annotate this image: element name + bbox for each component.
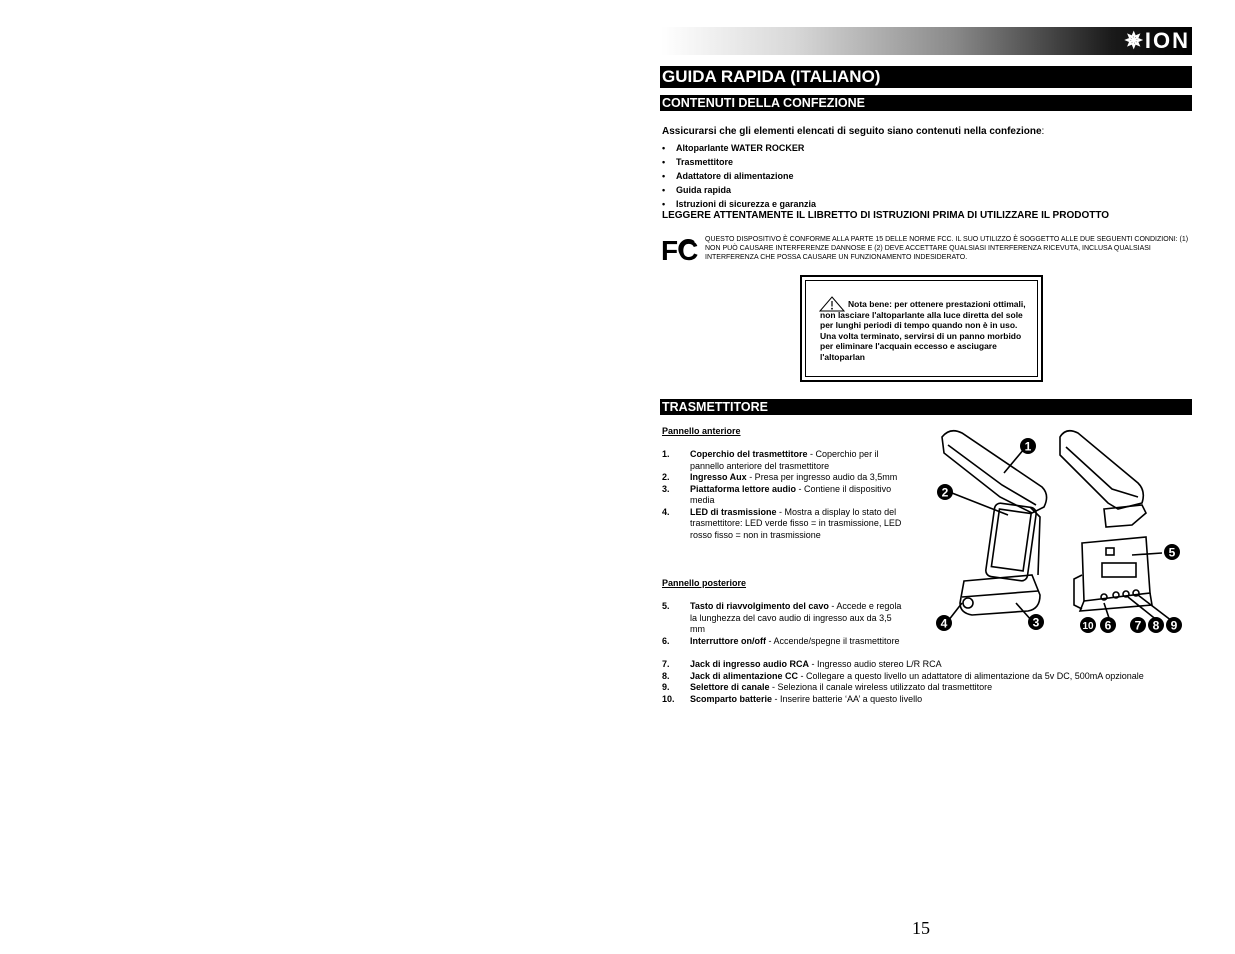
list-item: • Istruzioni di sicurezza e garanzia [662, 197, 816, 211]
page-number: 15 [912, 918, 930, 938]
contents-intro [662, 126, 1044, 137]
section-heading-contents: CONTENUTI DELLA CONFEZIONE [660, 95, 1192, 111]
contents-list [662, 141, 816, 211]
item-number: 4. [662, 506, 670, 517]
item-desc: - Inserire batterie ‘AA’ a questo livello [772, 693, 923, 704]
item-desc: - Accende/spegne il trasmettitore [766, 635, 900, 646]
item-term: Jack di ingresso audio RCA [690, 659, 810, 669]
page-title: GUIDA RAPIDA (ITALIANO) [660, 66, 1192, 88]
list-item [662, 636, 907, 648]
list-item [662, 682, 1182, 694]
item-number: 6. [662, 635, 670, 646]
item-term: Selettore di canale [690, 682, 770, 692]
item-number: 2. [662, 472, 670, 482]
rear-panel-heading: Pannello posteriore [662, 578, 747, 588]
fcc-logo-icon [661, 235, 699, 263]
item-term: LED di trasmissione [690, 506, 777, 517]
item-term: Jack di alimentazione CC [690, 670, 799, 681]
transmitter-illustration [932, 425, 1192, 640]
item-number: 7. [662, 659, 670, 669]
item-desc: - Coperchio per il pannello anteriore del trasmettitore [690, 449, 879, 471]
callout-9: 9 [1170, 618, 1178, 633]
list-item [662, 449, 910, 472]
list-item: • Altoparlante WATER ROCKER [662, 141, 816, 155]
item-number: 1. [662, 449, 670, 459]
callout-4: 4 [940, 616, 948, 631]
list-item [662, 659, 1182, 671]
front-panel-list [662, 449, 910, 541]
item-desc: - Mostra a display lo stato del trasmettitore: LED verde fisso = in trasmissione, LED rosso fisso = non in trasmissione [690, 506, 902, 540]
list-item [662, 671, 1182, 683]
item-desc: - Collegare a questo livello un adattatore di alimentazione da 5v DC, 500mA opzionale [798, 670, 1144, 681]
item-term: Scomparto batterie [690, 693, 773, 704]
warning-triangle-icon [819, 296, 845, 312]
callout-2: 2 [941, 485, 949, 500]
note-inner [805, 280, 1038, 377]
list-item [662, 601, 907, 636]
fcc-logo-text: FC [661, 235, 699, 263]
item-number: 5. [662, 601, 670, 611]
item-term: Tasto di riavvolgimento del cavo [690, 601, 829, 611]
note-text: Nota bene: per ottenere prestazioni ottimali, non lasciare l'altoparlante alla luce diretta del sole per lunghi periodi di tempo quando non è in uso. Una volta terminato, servirsi di un panno morbido per eliminare l'acquain eccesso e asciugare l'altoparlan [820, 299, 1026, 362]
list-item [662, 484, 910, 507]
list-item: • Guida rapida [662, 183, 816, 197]
contents-intro-text: Assicurarsi che gli elementi elencati di seguito siano contenuti nella confezione [662, 126, 1042, 137]
section-heading-transmitter: TRASMETTITORE [660, 399, 1192, 415]
rear-panel-list-b [662, 659, 1182, 705]
item-desc: - Seleziona il canale wireless utilizzato dal trasmettitore [769, 682, 993, 692]
list-item [662, 472, 910, 484]
item-term: Interruttore on/off [690, 635, 766, 646]
list-item [662, 507, 910, 542]
item-number: 3. [662, 483, 670, 494]
item-desc: - Contiene il dispositivo media [690, 483, 892, 505]
contents-intro-colon: : [1041, 126, 1045, 137]
item-term: Coperchio del trasmettitore [690, 449, 808, 459]
item-number: 8. [662, 670, 670, 681]
rear-panel-list-a [662, 601, 907, 647]
read-manual-warning: LEGGERE ATTENTAMENTE IL LIBRETTO DI ISTRUZIONI PRIMA DI UTILIZZARE IL PRODOTTO [662, 210, 1110, 221]
callout-10: 10 [1082, 621, 1094, 632]
item-term: Ingresso Aux [690, 472, 747, 482]
callout-3: 3 [1032, 615, 1040, 630]
list-item [662, 694, 1182, 706]
item-number: 10. [662, 693, 675, 704]
list-item: • Trasmettitore [662, 155, 816, 169]
callout-6: 6 [1104, 618, 1112, 633]
callout-8: 8 [1152, 618, 1160, 633]
header-band [661, 27, 1192, 55]
item-desc: - Presa per ingresso audio da 3,5mm [746, 472, 898, 482]
fcc-statement: QUESTO DISPOSITIVO È CONFORME ALLA PARTE 15 DELLE NORME FCC. IL SUO UTILIZZO È SOGGETTO ALLE DUE SEGUENTI CONDIZIONI: (1) NON PUÒ CAUSARE INTERFERENZE DANNOSE E (2) DEVE ACCETTARE QUALSIASI INTERFERENZA RICEVUTA, INCLUSA QUALSIASI INTERFERENZA CHE POSSA CAUSARE UN FUNZIONAMENTO INDESIDERATO. [705, 236, 1189, 261]
item-number: 9. [662, 682, 670, 692]
front-panel-heading: Pannello anteriore [662, 426, 741, 436]
item-term: Piattaforma lettore audio [690, 483, 797, 494]
item-desc: - Ingresso audio stereo L/R RCA [809, 659, 942, 669]
callout-7: 7 [1134, 618, 1142, 633]
callout-5: 5 [1168, 545, 1176, 560]
note-box [800, 275, 1043, 382]
ion-logo: ✵ION [1124, 28, 1190, 53]
callout-1: 1 [1024, 439, 1032, 454]
list-item: • Adattatore di alimentazione [662, 169, 816, 183]
item-desc: - Accede e regola la lunghezza del cavo audio di ingresso aux da 3,5 mm [690, 601, 902, 634]
